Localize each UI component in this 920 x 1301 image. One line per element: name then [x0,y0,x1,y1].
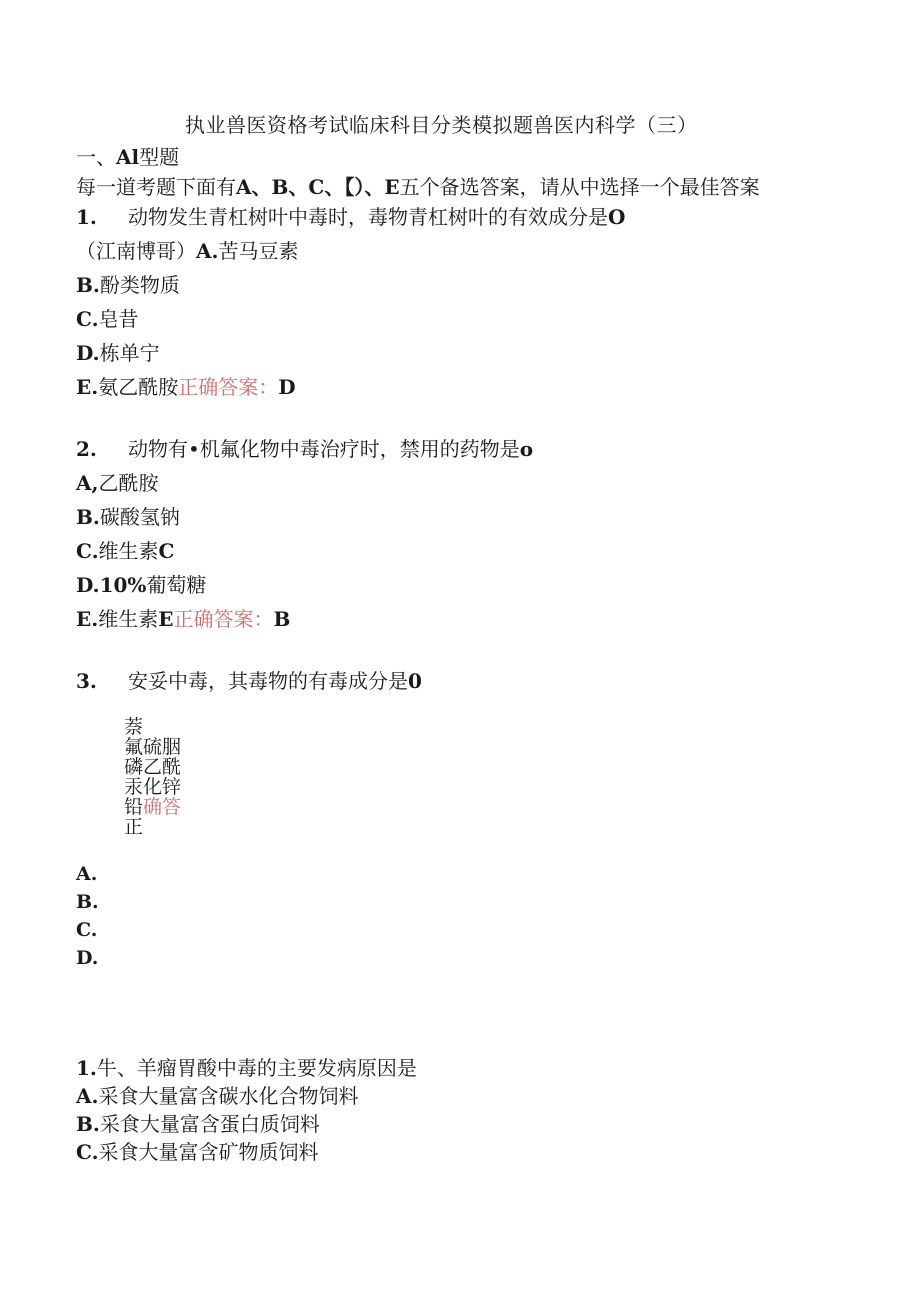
option-label: E. [76,375,99,399]
option-text: 酚类物质 [99,273,180,297]
question-4-text: 牛、羊瘤胃酸中毒的主要发病原因是 [96,1056,417,1080]
question-1-text: 动物发生青杠树叶中毒时，毒物青杠树叶的有效成分是 [128,205,608,229]
question-3-label-a: A. [76,863,98,885]
question-1-option-e [76,375,296,399]
question-1-source: （江南博哥） [76,239,196,263]
question-3-label-b: B. [76,891,99,913]
question-2-option-e [76,607,290,631]
question-3-options-stack [124,717,181,837]
answer-label: 正确答案： [173,607,274,631]
stack-line-5-answer: 确答 [143,796,182,818]
question-4-option-c [76,1140,319,1164]
option-text: 维生素 [98,607,159,631]
question-1-option-c [76,307,139,331]
question-3-label-c: C. [76,919,98,941]
option-label: C. [76,307,99,331]
option-label: B. [76,1112,100,1136]
stack-line-6: 正 [124,816,144,838]
question-3-text: 安妥中毒，其毒物的有毒成分是 [128,669,408,693]
question-2-option-c [76,539,174,563]
question-2-blank: o [519,437,534,461]
question-1-stem [76,205,625,229]
question-2-text: 动物有•机氟化物中毒治疗时，禁用的药物是 [128,437,520,461]
stack-line-1: 萘 [124,716,144,738]
option-text: 维生素 [98,539,159,563]
answer-value: B [273,607,291,631]
answer-label: 正确答案： [178,375,279,399]
question-4-number: 1. [76,1056,97,1080]
question-3-blank: 0 [408,669,422,693]
option-text: 采食大量富含碳水化合物饲料 [98,1084,359,1108]
question-1-option-a [76,239,298,263]
question-2-option-d [76,573,206,597]
option-text: 碳酸氢钠 [99,505,180,529]
option-label: B. [76,505,100,529]
option-label: A, [76,471,99,495]
question-2-option-b [76,505,180,529]
option-text: 氨乙酰胺 [98,375,179,399]
option-label: C. [76,539,99,563]
option-label: D. [76,341,100,365]
option-label: C. [76,1140,99,1164]
instruction-text [76,175,760,199]
option-suffix: E [158,607,174,631]
section-type: Al [116,145,140,169]
option-text: 栋单宁 [99,341,160,365]
question-1-option-d [76,341,160,365]
section-label: 一、 [76,145,116,169]
question-1-option-b [76,273,180,297]
question-1-blank: O [608,205,626,229]
question-3-stem [76,669,422,693]
stack-line-2: 氟硫胭 [124,736,182,758]
page-title: 执业兽医资格考试临床科目分类模拟题兽医内科学（三） [185,113,698,137]
question-2-stem [76,437,533,461]
question-4-option-a [76,1084,358,1108]
section-heading [76,145,179,169]
option-text: 采食大量富含蛋白质饲料 [99,1112,320,1136]
option-label: B. [76,273,100,297]
option-text: 皂昔 [98,307,139,331]
option-text: 采食大量富含矿物质饲料 [98,1140,319,1164]
instruction-suffix: 五个备选答案，请从中选择一个最佳答案 [399,175,760,199]
answer-value: D [278,375,296,399]
section-type-suffix: 型题 [139,145,180,169]
question-4-option-b [76,1112,320,1136]
question-2-number: 2. [76,437,97,461]
option-text: 苦马豆素 [218,239,299,263]
question-4-stem [76,1056,417,1080]
instruction-options: A、B、C、【）、E [236,175,400,199]
stack-line-5 [124,797,181,817]
question-1-number: 1. [76,205,97,229]
question-3-label-d: D. [76,947,99,969]
question-3-number: 3. [76,669,97,693]
question-2-option-a [76,471,158,495]
option-label: D. [76,573,100,597]
option-label: A. [196,239,219,263]
option-suffix: C [158,539,175,563]
option-label: E. [76,607,99,631]
instruction-prefix: 每一道考题下面有 [76,175,236,199]
option-text: 乙酰胺 [98,471,159,495]
option-label: A. [76,1084,99,1108]
stack-line-3: 磷乙酰 [124,756,182,778]
stack-line-4: 汞化锌 [124,776,182,798]
option-percent: 10% [99,573,147,597]
option-text: 葡萄糖 [146,573,207,597]
stack-line-5-text: 铅 [124,796,144,818]
